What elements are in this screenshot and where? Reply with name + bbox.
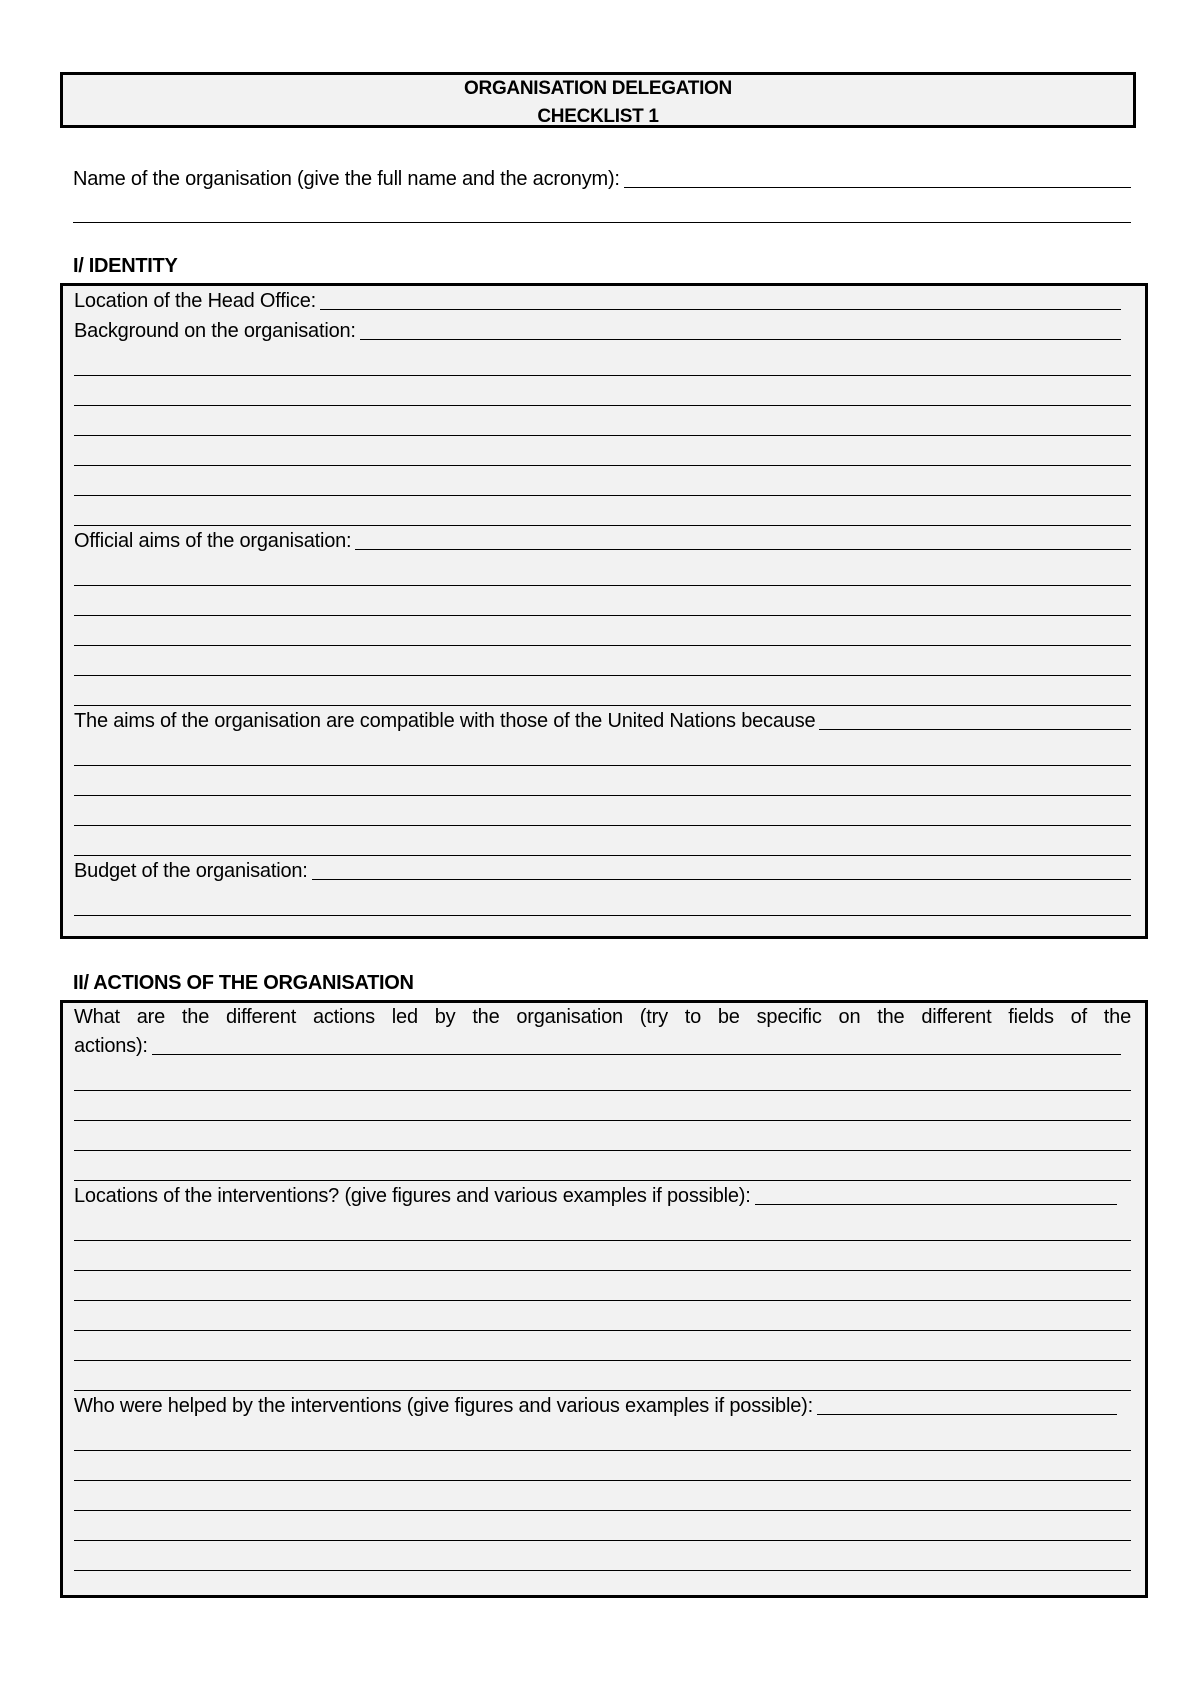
organisation-name-extra-line[interactable] [73,193,1131,223]
answer-line[interactable] [74,1151,1131,1181]
answer-line[interactable] [355,527,1131,550]
answer-line[interactable] [74,376,1131,406]
answer-line[interactable] [73,193,1131,223]
answer-line[interactable] [74,646,1131,676]
answer-line[interactable] [74,1511,1131,1541]
official-aims-field[interactable] [74,526,1131,556]
answer-line[interactable] [74,1121,1131,1151]
answer-line[interactable] [74,1361,1131,1391]
section-heading-identity: I/ IDENTITY [73,255,178,277]
answer-line[interactable] [74,1211,1131,1241]
answer-line[interactable] [360,317,1121,340]
actions-question-line1: What are the different actions led by the organisation (try to be specific on the different fields of the [74,1006,1131,1028]
answer-line[interactable] [74,616,1131,646]
answer-line[interactable] [755,1182,1117,1205]
answer-line[interactable] [74,1301,1131,1331]
helped-field[interactable] [74,1391,1131,1421]
answer-line[interactable] [624,165,1131,188]
document-title: ORGANISATION DELEGATION [464,78,732,99]
answer-line[interactable] [312,857,1131,880]
answer-line[interactable] [74,1421,1131,1451]
answer-line[interactable] [74,556,1131,586]
answer-line[interactable] [74,346,1131,376]
answer-line[interactable] [819,707,1131,730]
identity-section-box [60,283,1148,939]
official-aims-label: Official aims of the organisation: [74,530,352,552]
answer-line[interactable] [74,886,1131,916]
answer-line[interactable] [817,1392,1117,1415]
answer-line[interactable] [74,826,1131,856]
un-compatibility-field[interactable] [74,706,1131,736]
helped-label: Who were helped by the interventions (give figures and various examples if possible): [74,1395,813,1417]
budget-label: Budget of the organisation: [74,860,308,882]
answer-line[interactable] [74,736,1131,766]
actions-field[interactable] [74,1031,1131,1061]
document-subtitle: CHECKLIST 1 [537,106,659,127]
answer-line[interactable] [320,287,1121,310]
answer-line[interactable] [74,1241,1131,1271]
answer-line[interactable] [74,1481,1131,1511]
document-title-box [60,72,1136,128]
organisation-name-field[interactable] [73,164,1131,194]
answer-line[interactable] [152,1032,1121,1055]
budget-field[interactable] [74,856,1131,886]
actions-section-box [60,1000,1148,1598]
background-field[interactable] [74,316,1131,346]
answer-line[interactable] [74,466,1131,496]
answer-line[interactable] [74,1541,1131,1571]
answer-line[interactable] [74,1061,1131,1091]
answer-line[interactable] [74,436,1131,466]
head-office-field[interactable] [74,286,1131,316]
answer-line[interactable] [74,676,1131,706]
answer-line[interactable] [74,766,1131,796]
head-office-label: Location of the Head Office: [74,290,316,312]
organisation-name-label: Name of the organisation (give the full name and the acronym): [73,168,620,190]
actions-question-line2: actions): [74,1035,148,1057]
un-compatibility-label: The aims of the organisation are compatible with those of the United Nations because [74,710,816,732]
background-label: Background on the organisation: [74,320,356,342]
answer-line[interactable] [74,1331,1131,1361]
answer-line[interactable] [74,586,1131,616]
answer-line[interactable] [74,1451,1131,1481]
section-heading-actions: II/ ACTIONS OF THE ORGANISATION [73,972,414,994]
locations-field[interactable] [74,1181,1131,1211]
answer-line[interactable] [74,796,1131,826]
locations-label: Locations of the interventions? (give figures and various examples if possible): [74,1185,751,1207]
answer-line[interactable] [74,406,1131,436]
answer-line[interactable] [74,1091,1131,1121]
answer-line[interactable] [74,496,1131,526]
answer-line[interactable] [74,1271,1131,1301]
